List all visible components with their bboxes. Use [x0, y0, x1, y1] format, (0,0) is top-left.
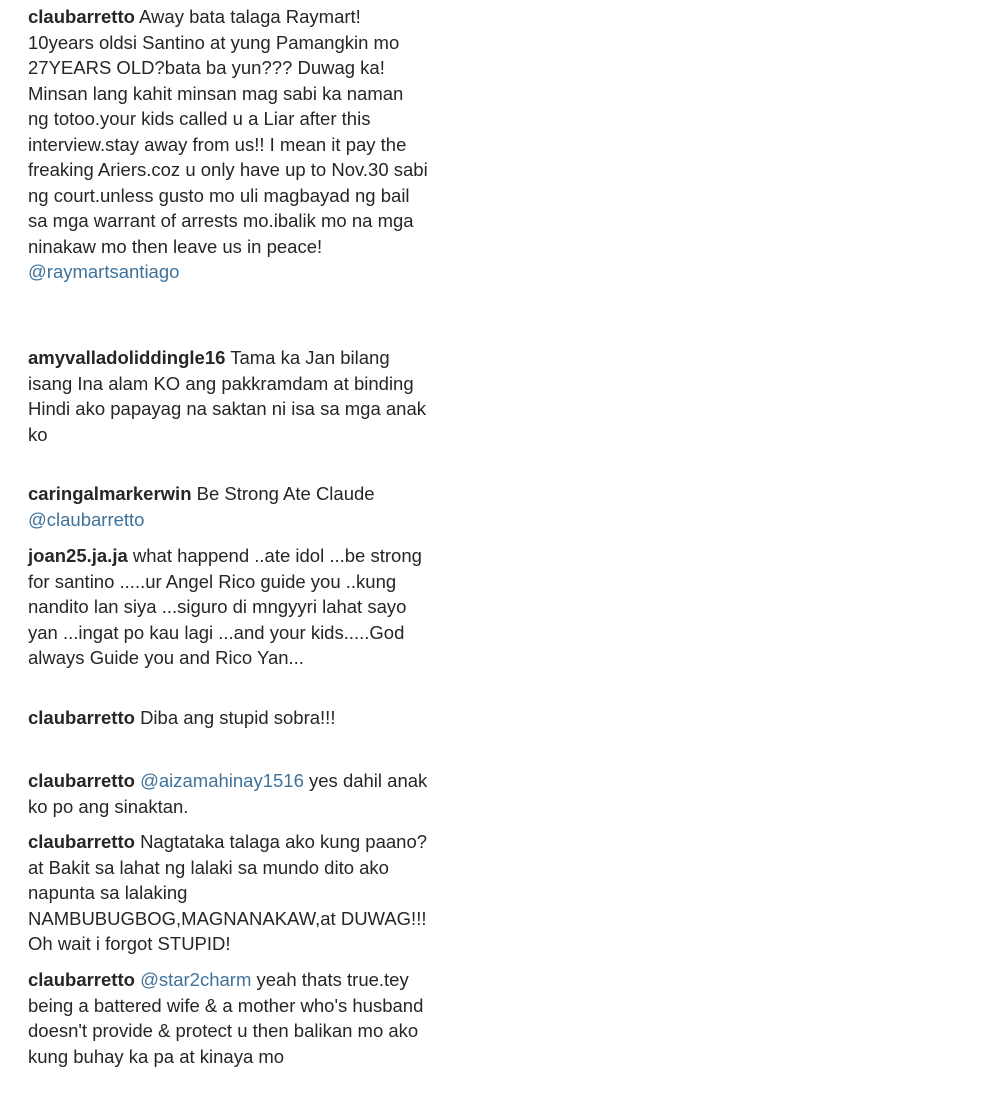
comment-item — [28, 768, 428, 819]
comment-mention[interactable]: @aizamahinay1516 — [140, 770, 304, 791]
comment-text: yes dahil anak ko po ang sinaktan. — [28, 770, 428, 817]
comment-item — [28, 481, 428, 532]
comment-text: Be Strong Ate Claude — [196, 483, 375, 504]
comment-text: Nagtataka talaga ako kung paano?at Bakit sa lahat ng lalaki sa mundo dito ako napunta sa lalaking NAMBUBUGBOG,MAGNANAKAW,at DUWAG!!! Oh wait i forgot STUPID! — [28, 831, 428, 954]
comment-text: Tama ka Jan bilang isang Ina alam KO ang pakkramdam at binding Hindi ako papayag na saktan ni isa sa mga anak ko — [28, 347, 427, 445]
comment-text: yeah thats true.tey being a battered wife & a mother who's husband doesn't provide & protect u then balikan mo ako kung buhay ka pa at kinaya mo — [28, 969, 424, 1067]
comment-username[interactable]: claubarretto — [28, 770, 135, 791]
comment-text: Diba ang stupid sobra!!! — [140, 707, 336, 728]
comment-username[interactable]: joan25.ja.ja — [28, 545, 128, 566]
comment-username[interactable]: amyvalladoliddingle16 — [28, 347, 226, 368]
comment-item — [28, 829, 428, 957]
comment-username[interactable]: claubarretto — [28, 831, 135, 852]
comment-item — [28, 4, 428, 285]
comment-mention[interactable]: @star2charm — [140, 969, 252, 990]
comment-username[interactable]: claubarretto — [28, 707, 135, 728]
comment-username[interactable]: claubarretto — [28, 6, 135, 27]
comment-mention[interactable]: @claubarretto — [28, 508, 145, 530]
comment-text: Away bata talaga Raymart! 10years oldsi Santino at yung Pamangkin mo 27YEARS OLD?bata ba yun??? Duwag ka! Minsan lang kahit minsan mag sabi ka naman ng totoo.your kids called u a Liar after this interview.stay away from us!! I mean it pay the freaking Ariers.coz u only have up to Nov.30 sabi ng court.unless gusto mo uli magbayad ng bail sa mga warrant of arrests mo.ibalik mo na mga ninakaw mo then leave us in peace! — [28, 6, 428, 257]
comment-username[interactable]: caringalmarkerwin — [28, 483, 192, 504]
comment-mention[interactable]: @raymartsantiago — [28, 261, 180, 282]
comment-text: what happend ..ate idol ...be strong for santino .....ur Angel Rico guide you ..kung nandito lan siya ...siguro di mngyyri lahat sayo yan ...ingat po kau lagi ...and your kids.....God always Guide you and Rico Yan... — [28, 545, 422, 668]
comment-item — [28, 345, 428, 447]
comment-username[interactable]: claubarretto — [28, 969, 135, 990]
comment-item — [28, 967, 428, 1069]
comment-item — [28, 543, 428, 671]
comment-item — [28, 705, 428, 731]
